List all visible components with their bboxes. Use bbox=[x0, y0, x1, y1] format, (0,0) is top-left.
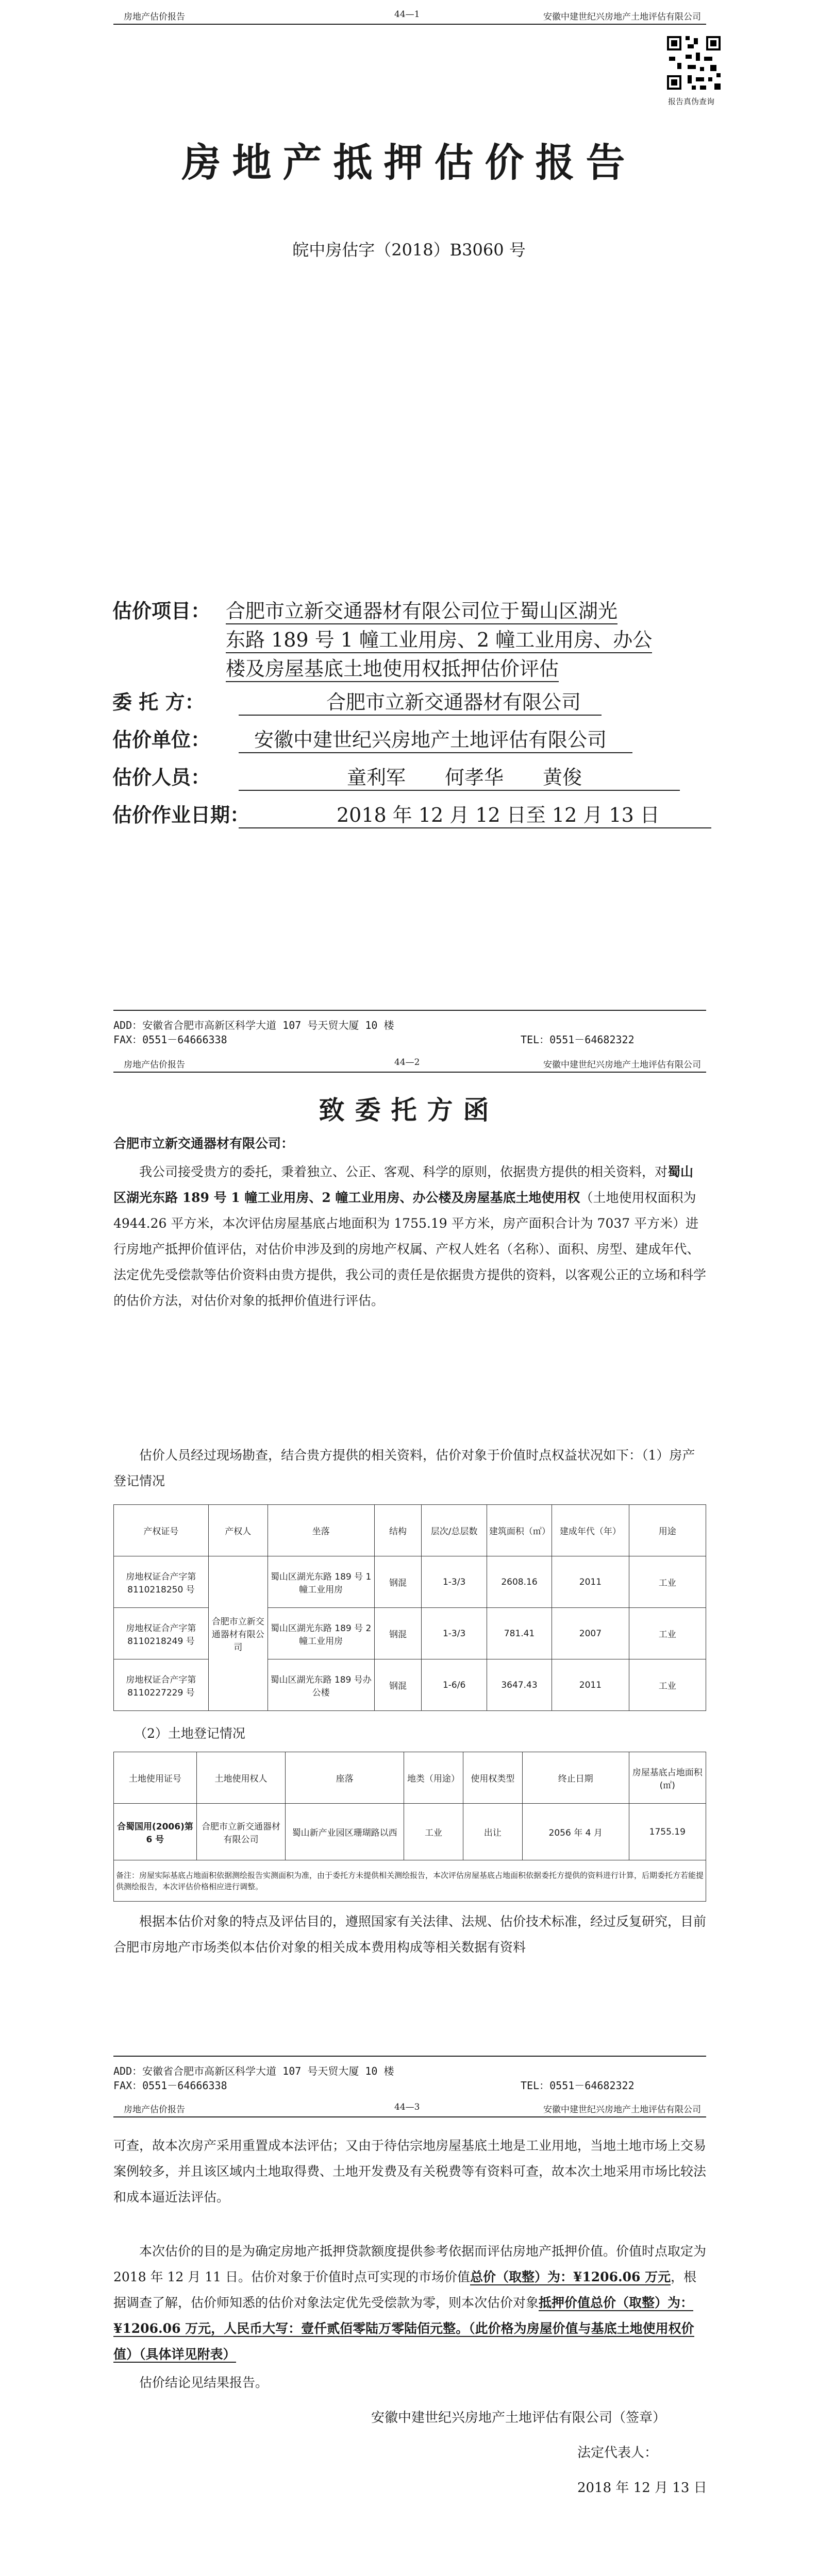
p3-text: 根据本估价对象的特点及评估目的，遵照国家有关法律、法规、估价技术标准，经过反复研究，目前合肥市房地产市场类似本估价对象的相关成本费用构成等相关数据有资料 bbox=[113, 1914, 707, 1955]
qr-code-icon[interactable] bbox=[665, 34, 723, 92]
footer-tel: TEL：0551－64682322 bbox=[521, 1033, 635, 1046]
label-project: 估价项目： bbox=[112, 599, 211, 622]
work-date-value: 2018 年 12 月 12 日至 12 月 13 日 bbox=[239, 799, 711, 828]
header-left: 房地产估价报告 bbox=[124, 2105, 185, 2115]
col-land-use: 地类（用途） bbox=[404, 1752, 463, 1804]
p1-bold-subject: 蜀山区湖光东路 189 号 1 幢工业用房、2 幢工业用房、办公楼及房屋基底土地使用权 bbox=[113, 1164, 694, 1205]
cell-floors: 1-3/3 bbox=[422, 1556, 487, 1608]
property-registration-table bbox=[113, 1504, 706, 1711]
land-title-text: （2）土地登记情况 bbox=[134, 1726, 245, 1741]
cell-area: 781.41 bbox=[487, 1608, 552, 1659]
footer-fax: FAX：0551－64666338 bbox=[113, 2079, 227, 2092]
cell-use: 工业 bbox=[629, 1659, 706, 1711]
cell-note: 备注：房屋实际基底占地面积依据测绘报告实测面积为准，由于委托方未提供相关测绘报告，本次评估房屋基底占地面积依据委托方提供的资料进行计算，后期委托方若能提供测绘报告，本次评估价格相应进行调整。 bbox=[114, 1860, 706, 1902]
cell-area: 2608.16 bbox=[487, 1556, 552, 1608]
cell-land-cert: 合蜀国用(2006)第 6 号 bbox=[114, 1804, 197, 1860]
client-value: 合肥市立新交通器材有限公司 bbox=[239, 686, 602, 716]
cell-land-location: 蜀山新产业园区珊瑚路以西 bbox=[286, 1804, 404, 1860]
addressee-text: 合肥市立新交通器材有限公司： bbox=[113, 1136, 294, 1151]
cell-floors: 1-6/6 bbox=[422, 1659, 487, 1711]
col-year: 建成年代（年） bbox=[552, 1505, 629, 1556]
header-right: 安徽中建世纪兴房地产土地评估有限公司 bbox=[543, 2105, 701, 2115]
cell-structure: 钢混 bbox=[374, 1608, 422, 1659]
col-use: 用途 bbox=[629, 1505, 706, 1556]
label-unit: 估价单位： bbox=[112, 728, 211, 751]
col-base-area: 房屋基底占地面积(㎡) bbox=[629, 1752, 706, 1804]
table-header-row bbox=[114, 1752, 706, 1804]
cell-year: 2007 bbox=[552, 1608, 629, 1659]
cell-year: 2011 bbox=[552, 1659, 629, 1711]
cell-use: 工业 bbox=[629, 1608, 706, 1659]
cell-end-date: 2056 年 4 月 bbox=[522, 1804, 629, 1860]
cell-location: 蜀山区湖光东路 189 号 2 幢工业用房 bbox=[268, 1608, 374, 1659]
col-area: 建筑面积（㎡） bbox=[487, 1505, 552, 1556]
page-header-2 bbox=[113, 1052, 706, 1073]
cell-structure: 钢混 bbox=[374, 1556, 422, 1608]
cell-cert: 房地权证合产字第 8110218250 号 bbox=[114, 1556, 209, 1608]
letter-paragraph-6 bbox=[113, 2370, 706, 2396]
letter-addressee bbox=[113, 1131, 706, 1157]
land-registration-title bbox=[113, 1721, 706, 1747]
footer-fax: FAX：0551－64666338 bbox=[113, 1033, 227, 1046]
report-title: 房地产抵押估价报告 bbox=[181, 140, 637, 185]
cell-location: 蜀山区湖光东路 189 号 1 幢工业用房 bbox=[268, 1556, 374, 1608]
table-row bbox=[114, 1556, 706, 1608]
p1-text-b: （土地使用权面积为 4944.26 平方米，本次评估房屋基底占地面积为 1755.19 平方米，房产面积合计为 7037 平方米）进行房地产抵押价值评估，对估价申涉及到的房地产权属、产权人姓名（名称）、面积、房型、建成年代、法定优先受偿款等估价资料由贵方提供，我公司的责任是依据贵方提供的资料，以客观公正的立场和科学的估价方法，对估价对象的抵押价值进行评估。 bbox=[113, 1190, 707, 1308]
p5-market-value: 总价（取整）为：¥1206.06 万元 bbox=[470, 2269, 671, 2284]
header-right: 安徽中建世纪兴房地产土地评估有限公司 bbox=[543, 1060, 701, 1070]
cell-cert: 房地权证合产字第 8110227229 号 bbox=[114, 1659, 209, 1711]
cell-right-type: 出让 bbox=[463, 1804, 522, 1860]
p2-text: 估价人员经过现场勘查，结合贵方提供的相关资料，估价对象于价值时点权益状况如下：（1）房产登记情况 bbox=[113, 1448, 695, 1488]
cell-area: 3647.43 bbox=[487, 1659, 552, 1711]
document-number: 皖中房估字（2018）B3060 号 bbox=[292, 240, 526, 260]
cell-structure: 钢混 bbox=[374, 1659, 422, 1711]
letter-paragraph-4 bbox=[113, 2133, 706, 2210]
table-note-row bbox=[114, 1860, 706, 1902]
cell-land-holder: 合肥市立新交通器材有限公司 bbox=[196, 1804, 285, 1860]
cell-use: 工业 bbox=[629, 1556, 706, 1608]
col-location: 坐落 bbox=[268, 1505, 374, 1556]
page-header-3 bbox=[113, 2097, 706, 2117]
table-row bbox=[114, 1804, 706, 1860]
p5-mortgage-value: 抵押价值总价（取整）为：¥1206.06 万元，人民币大写：壹仟贰佰零陆万零陆佰元整。（此价格为房屋价值与基底土地使用权价值）（具体详见附表） bbox=[113, 2295, 694, 2362]
footer-address: ADD：安徽省合肥市高新区科学大道 107 号天贸大厦 10 楼 bbox=[113, 2065, 394, 2077]
cell-land-use: 工业 bbox=[404, 1804, 463, 1860]
header-page-no: 44—1 bbox=[394, 9, 420, 20]
col-land-holder: 土地使用权人 bbox=[196, 1752, 285, 1804]
p4-text: 可查，故本次房产采用重置成本法评估；又由于待估宗地房屋基底土地是工业用地，当地土地市场上交易案例较多，并且该区域内土地取得费、土地开发费及有关税费等有资料可查，故本次土地采用市场比较法和成本逼近法评估。 bbox=[113, 2138, 707, 2205]
label-client: 委 托 方： bbox=[112, 690, 205, 714]
cell-floors: 1-3/3 bbox=[422, 1608, 487, 1659]
p1-text-a: 我公司接受贵方的委托，秉着独立、公正、客观、科学的原则，依据贵方提供的相关资料，对 bbox=[139, 1164, 668, 1179]
header-left: 房地产估价报告 bbox=[124, 1060, 185, 1070]
col-cert: 产权证号 bbox=[114, 1505, 209, 1556]
col-land-cert: 土地使用证号 bbox=[114, 1752, 197, 1804]
letter-paragraph-1 bbox=[113, 1159, 706, 1314]
project-line-2: 东路 189 号 1 幢工业用房、2 幢工业用房、办公 bbox=[226, 624, 652, 653]
table-header-row bbox=[114, 1505, 706, 1556]
label-work-date: 估价作业日期： bbox=[112, 803, 250, 826]
header-right: 安徽中建世纪兴房地产土地评估有限公司 bbox=[543, 12, 701, 22]
p5-text-a: 本次估价的目的是为确定房地产抵押贷款额度提供参考依据而评估房地产抵押价值。价值时点取定为 2018 年 12 月 11 日。估价对象于价值时点可实现的市场价值 bbox=[113, 2244, 707, 2284]
project-line-3: 楼及房屋基底土地使用权抵押估价评估 bbox=[226, 653, 559, 682]
table-row bbox=[114, 1608, 706, 1659]
letter-title: 致委托方函 bbox=[319, 1095, 499, 1125]
letter-paragraph-2 bbox=[113, 1443, 706, 1494]
letter-paragraph-5 bbox=[113, 2239, 706, 2367]
unit-value: 安徽中建世纪兴房地产土地评估有限公司 bbox=[239, 724, 632, 753]
col-end-date: 终止日期 bbox=[522, 1752, 629, 1804]
table-row bbox=[114, 1659, 706, 1711]
col-land-location: 座落 bbox=[286, 1752, 404, 1804]
appraisers-value: 童利军 何孝华 黄俊 bbox=[239, 761, 680, 791]
header-page-no: 44—2 bbox=[394, 1057, 420, 1067]
cell-cert: 房地权证合产字第 8110218249 号 bbox=[114, 1608, 209, 1659]
letter-date: 2018 年 12 月 13 日 bbox=[577, 2480, 707, 2496]
legal-representative: 法定代表人： bbox=[577, 2445, 658, 2461]
col-floors: 层次/总层数 bbox=[422, 1505, 487, 1556]
label-appraisers: 估价人员： bbox=[112, 766, 211, 789]
col-owner: 产权人 bbox=[208, 1505, 268, 1556]
col-structure: 结构 bbox=[374, 1505, 422, 1556]
page-header-1 bbox=[113, 4, 706, 25]
cell-base-area: 1755.19 bbox=[629, 1804, 706, 1860]
header-page-no: 44—3 bbox=[394, 2102, 420, 2112]
col-right-type: 使用权类型 bbox=[463, 1752, 522, 1804]
p6-text: 估价结论见结果报告。 bbox=[139, 2375, 269, 2390]
cell-year: 2011 bbox=[552, 1556, 629, 1608]
letter-paragraph-3 bbox=[113, 1909, 706, 1960]
header-left: 房地产估价报告 bbox=[124, 12, 185, 22]
cell-location: 蜀山区湖光东路 189 号办公楼 bbox=[268, 1659, 374, 1711]
signer-company: 安徽中建世纪兴房地产土地评估有限公司（签章） bbox=[371, 2410, 666, 2426]
footer-address: ADD：安徽省合肥市高新区科学大道 107 号天贸大厦 10 楼 bbox=[113, 1019, 394, 1031]
footer-tel: TEL：0551－64682322 bbox=[521, 2079, 635, 2092]
land-registration-table bbox=[113, 1752, 706, 1902]
p5-text-b: ，根据调查了解，估价师知悉的估价对象法定优先受偿款为零，则本次估价对象 bbox=[113, 2269, 697, 2310]
qr-caption: 报告真伪查询 bbox=[668, 97, 715, 106]
cell-owner: 合肥市立新交通器材有限公司 bbox=[208, 1556, 268, 1711]
project-line-1: 合肥市立新交通器材有限公司位于蜀山区湖光 bbox=[226, 595, 617, 624]
